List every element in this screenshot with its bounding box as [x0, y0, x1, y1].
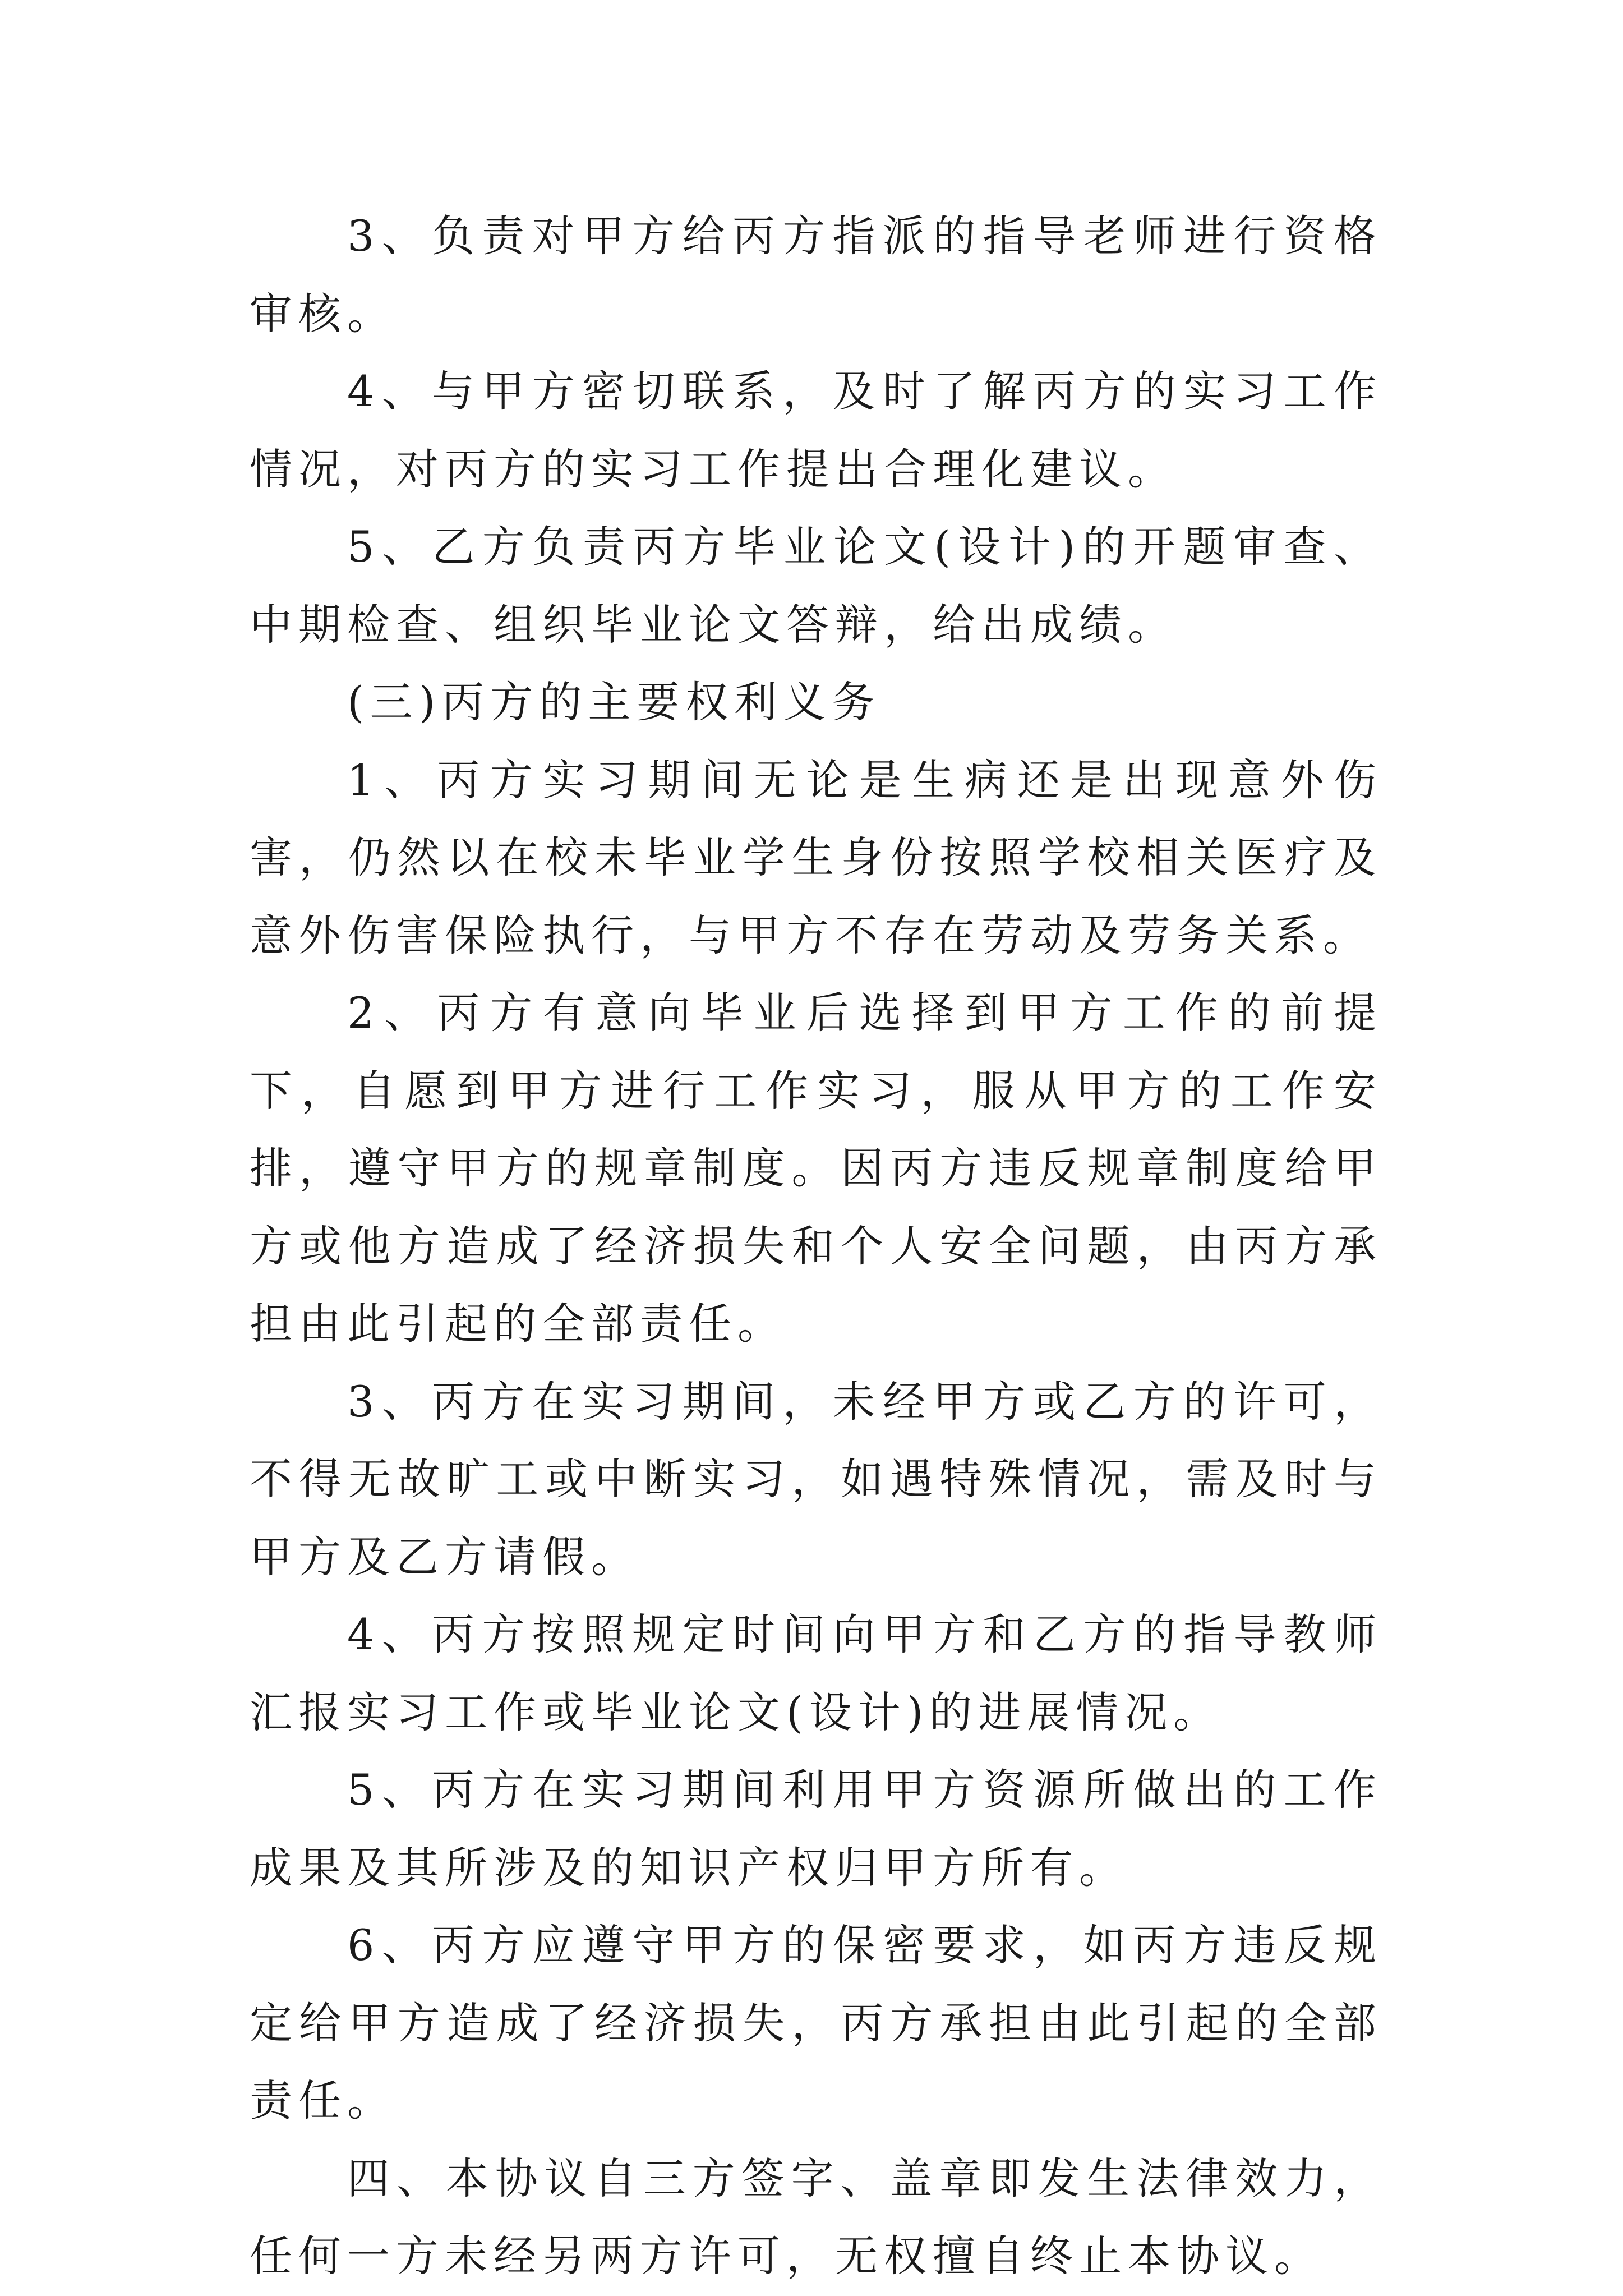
clause-c3: 3、丙方在实习期间，未经甲方或乙方的许可，不得无故旷工或中断实习，如遇特殊情况，需及时与甲方及乙方请假。 [250, 1376, 1382, 1582]
clause-four-effectiveness: 四、本协议自三方签字、盖章即发生法律效力，任何一方未经另两方许可，无权擅自终止本协议。 [250, 2153, 1382, 2281]
clause-b5: 5、乙方负责丙方毕业论文(设计)的开题审查、中期检查、组织毕业论文答辩，给出成绩。 [250, 522, 1382, 650]
clause-b4: 4、与甲方密切联系，及时了解丙方的实习工作情况，对丙方的实习工作提出合理化建议。 [250, 366, 1382, 494]
clause-c1: 1、丙方实习期间无论是生病还是出现意外伤害，仍然以在校未毕业学生身份按照学校相关医疗及意外伤害保险执行，与甲方不存在劳动及劳务关系。 [250, 754, 1382, 960]
clause-c2: 2、丙方有意向毕业后选择到甲方工作的前提下，自愿到甲方进行工作实习，服从甲方的工作安排，遵守甲方的规章制度。因丙方违反规章制度给甲方或他方造成了经济损失和个人安全问题，由丙方承担由此引起的全部责任。 [250, 988, 1382, 1349]
clause-c6: 6、丙方应遵守甲方的保密要求，如丙方违反规定给甲方造成了经济损失，丙方承担由此引起的全部责任。 [250, 1920, 1382, 2125]
clause-c5: 5、丙方在实习期间利用甲方资源所做出的工作成果及其所涉及的知识产权归甲方所有。 [250, 1765, 1382, 1893]
document-body [250, 197, 1382, 2295]
clause-b3: 3、负责对甲方给丙方指派的指导老师进行资格审核。 [250, 211, 1382, 339]
clause-c4: 4、丙方按照规定时间向甲方和乙方的指导教师汇报实习工作或毕业论文(设计)的进展情况。 [250, 1609, 1382, 1737]
section-heading-party-c: (三)丙方的主要权利义务 [347, 677, 881, 727]
